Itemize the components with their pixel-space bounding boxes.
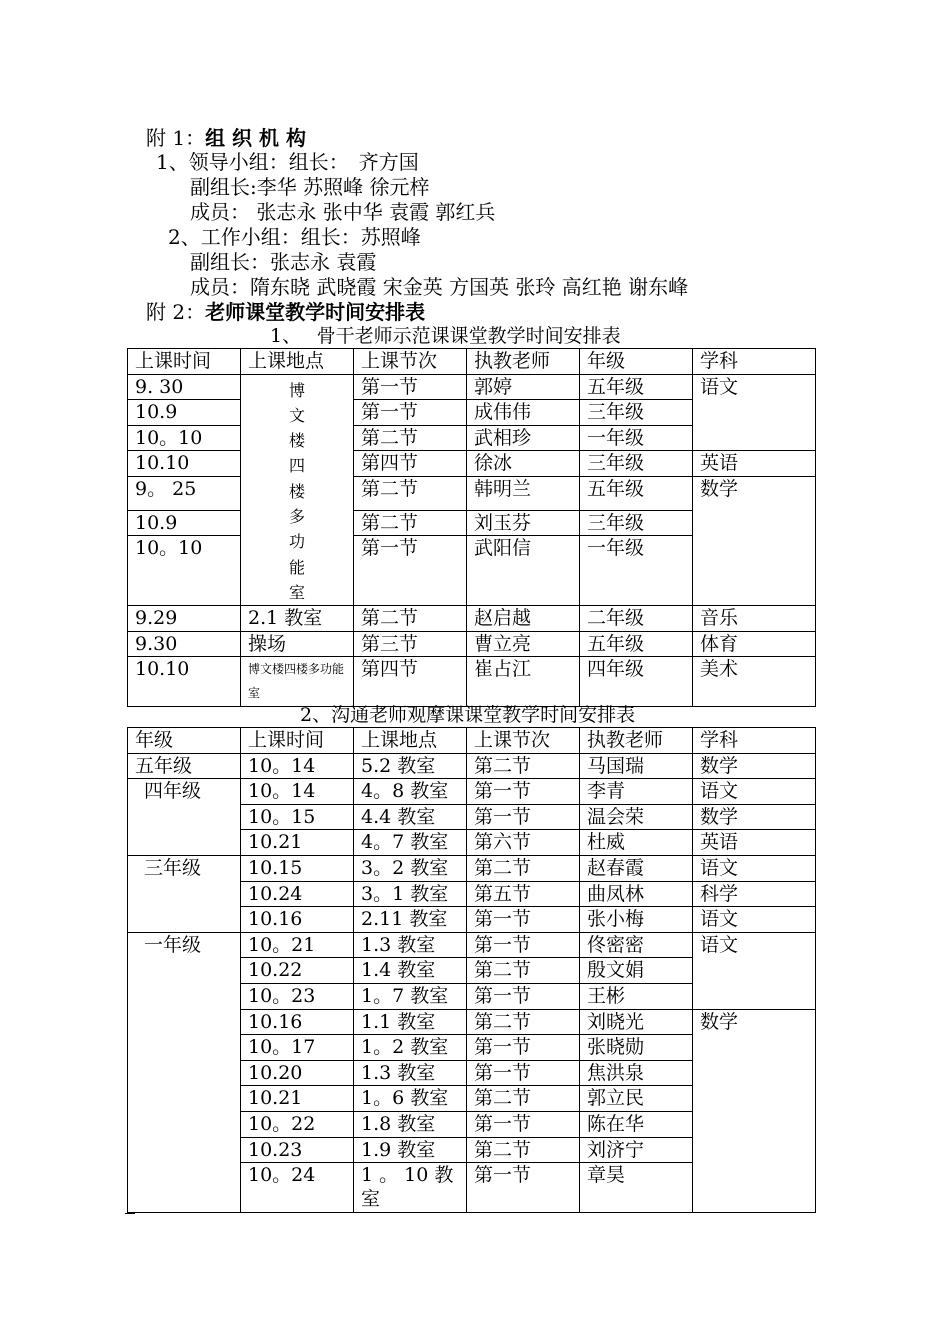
table2 [127, 727, 816, 1213]
time-cell: 10.20 [241, 1060, 354, 1086]
teacher-cell: 成伟伟 [467, 400, 580, 426]
time-cell: 9。 25 [128, 476, 241, 510]
teacher-cell: 焦洪泉 [580, 1060, 693, 1086]
location-cell: 1 。 10 教 室 [354, 1163, 467, 1213]
table2-header: 年级 [128, 728, 241, 754]
grade-cell: 三年级 [580, 451, 693, 477]
grade-cell: 五年级 [580, 476, 693, 510]
table2-header: 上课节次 [467, 728, 580, 754]
subject-cell: 英语 [693, 830, 816, 856]
location-cell: 4。7 教室 [354, 830, 467, 856]
location-char: 能 [288, 557, 305, 577]
subject-cell: 科学 [693, 881, 816, 907]
location-cell: 博文楼四楼多功能室 [241, 657, 354, 707]
time-cell: 10.16 [241, 1009, 354, 1035]
teacher-cell: 郭婷 [467, 374, 580, 400]
table-corner-mark [125, 1213, 135, 1214]
location-cell: 操场 [241, 631, 354, 657]
teacher-cell: 殷文娟 [580, 958, 693, 984]
time-cell: 10.21 [241, 1086, 354, 1112]
time-cell: 10.15 [241, 855, 354, 881]
session-cell: 第一节 [467, 983, 580, 1009]
location-cell: 3。2 教室 [354, 855, 467, 881]
session-cell: 第二节 [354, 606, 467, 632]
teacher-cell: 陈在华 [580, 1111, 693, 1137]
session-cell: 第一节 [354, 536, 467, 606]
table2-header: 上课地点 [354, 728, 467, 754]
location-vertical-cell [241, 374, 354, 606]
time-cell: 10。17 [241, 1035, 354, 1061]
session-cell: 第一节 [467, 932, 580, 958]
session-cell: 第二节 [354, 425, 467, 451]
teacher-cell: 温会荣 [580, 804, 693, 830]
location-char: 文 [288, 405, 305, 425]
table1-header: 执教老师 [467, 349, 580, 375]
teacher-cell: 赵春霞 [580, 855, 693, 881]
time-cell: 10。14 [241, 753, 354, 779]
location-char: 博 [288, 380, 305, 400]
table1-caption: 1、 骨干老师示范课课堂教学时间安排表 [270, 325, 621, 347]
table-row [128, 932, 816, 958]
session-cell: 第一节 [467, 1163, 580, 1213]
time-cell: 10.10 [128, 451, 241, 477]
session-cell: 第一节 [467, 1111, 580, 1137]
time-cell: 9.29 [128, 606, 241, 632]
table-row [128, 631, 816, 657]
table-row [128, 855, 816, 881]
grade-cell: 一年级 [128, 932, 241, 1212]
appendix1-heading [146, 126, 306, 150]
work-group: 2、工作小组：组长：苏照峰 [168, 225, 421, 249]
table1-header: 上课节次 [354, 349, 467, 375]
session-cell: 第一节 [467, 779, 580, 805]
work-deputy: 副组长：张志永 袁霞 [190, 250, 377, 274]
grade-cell: 一年级 [580, 536, 693, 606]
teacher-cell: 张小梅 [580, 907, 693, 933]
subject-cell: 语文 [693, 932, 816, 1009]
grade-cell: 五年级 [580, 631, 693, 657]
table1-header: 学科 [693, 349, 816, 375]
session-cell: 第一节 [354, 400, 467, 426]
subject-cell: 英语 [693, 451, 816, 477]
table2-header-row [128, 728, 816, 754]
grade-cell: 一年级 [580, 425, 693, 451]
table1-header: 年级 [580, 349, 693, 375]
session-cell: 第二节 [354, 510, 467, 536]
session-cell: 第一节 [467, 1060, 580, 1086]
appendix2-label: 附 2： [146, 300, 206, 324]
session-cell: 第五节 [467, 881, 580, 907]
session-cell: 第一节 [354, 374, 467, 400]
grade-cell: 三年级 [580, 400, 693, 426]
grade-cell: 五年级 [580, 374, 693, 400]
time-cell: 10.10 [128, 657, 241, 707]
time-cell: 10.21 [241, 830, 354, 856]
subject-cell: 音乐 [693, 606, 816, 632]
location-cell: 2.11 教室 [354, 907, 467, 933]
teacher-cell: 武相珍 [467, 425, 580, 451]
table-row [128, 753, 816, 779]
grade-cell: 五年级 [128, 753, 241, 779]
session-cell: 第三节 [354, 631, 467, 657]
teacher-cell: 王彬 [580, 983, 693, 1009]
session-cell: 第二节 [467, 1137, 580, 1163]
teacher-cell: 武阳信 [467, 536, 580, 606]
location-cell: 5.2 教室 [354, 753, 467, 779]
location-char: 楼 [288, 431, 305, 451]
table-row [128, 451, 816, 477]
time-cell: 10.23 [241, 1137, 354, 1163]
teacher-cell: 韩明兰 [467, 476, 580, 510]
subject-cell: 美术 [693, 657, 816, 707]
time-cell: 10.24 [241, 881, 354, 907]
teacher-cell: 刘济宁 [580, 1137, 693, 1163]
teacher-cell: 刘玉芬 [467, 510, 580, 536]
location-cell: 1。6 教室 [354, 1086, 467, 1112]
location-char: 四 [288, 456, 305, 476]
location-char: 多 [288, 507, 305, 527]
time-cell: 10。10 [128, 536, 241, 606]
time-cell: 10.9 [128, 400, 241, 426]
time-cell: 10。24 [241, 1163, 354, 1213]
teacher-cell: 杜威 [580, 830, 693, 856]
session-cell: 第二节 [467, 958, 580, 984]
location-cell: 1。2 教室 [354, 1035, 467, 1061]
table2-header: 学科 [693, 728, 816, 754]
location-cell: 1.8 教室 [354, 1111, 467, 1137]
location-cell: 1.3 教室 [354, 1060, 467, 1086]
subject-cell: 数学 [693, 804, 816, 830]
leader-group: 1、领导小组：组长： 齐方国 [156, 150, 419, 174]
grade-cell: 四年级 [580, 657, 693, 707]
appendix1-label: 附 1： [146, 126, 206, 150]
subject-cell: 语文 [693, 374, 816, 451]
session-cell: 第四节 [354, 451, 467, 477]
session-cell: 第一节 [467, 1035, 580, 1061]
session-cell: 第四节 [354, 657, 467, 707]
teacher-cell: 崔占江 [467, 657, 580, 707]
leader-deputy: 副组长:李华 苏照峰 徐元梓 [190, 175, 430, 199]
table2-header: 执教老师 [580, 728, 693, 754]
session-cell: 第二节 [354, 476, 467, 510]
table1-header-row [128, 349, 816, 375]
session-cell: 第六节 [467, 830, 580, 856]
location-cell: 2.1 教室 [241, 606, 354, 632]
grade-cell: 二年级 [580, 606, 693, 632]
session-cell: 第二节 [467, 1009, 580, 1035]
session-cell: 第一节 [467, 804, 580, 830]
teacher-cell: 曲凤林 [580, 881, 693, 907]
appendix2-heading [146, 300, 425, 324]
teacher-cell: 张晓勋 [580, 1035, 693, 1061]
time-cell: 10。15 [241, 804, 354, 830]
location-cell: 1.9 教室 [354, 1137, 467, 1163]
table1-header: 上课地点 [241, 349, 354, 375]
teacher-cell: 郭立民 [580, 1086, 693, 1112]
location-cell: 4.4 教室 [354, 804, 467, 830]
teacher-cell: 佟密密 [580, 932, 693, 958]
table-row [128, 476, 816, 510]
time-cell: 9.30 [128, 631, 241, 657]
table2-caption: 2、沟通老师观摩课课堂教学时间安排表 [300, 704, 636, 726]
time-cell: 10。10 [128, 425, 241, 451]
subject-cell: 数学 [693, 476, 816, 605]
table1 [127, 348, 816, 707]
session-cell: 第一节 [467, 907, 580, 933]
table2-header: 上课时间 [241, 728, 354, 754]
teacher-cell: 马国瑞 [580, 753, 693, 779]
location-cell: 1.1 教室 [354, 1009, 467, 1035]
teacher-cell: 徐冰 [467, 451, 580, 477]
teacher-cell: 章昊 [580, 1163, 693, 1213]
session-cell: 第二节 [467, 1086, 580, 1112]
location-char: 室 [288, 582, 305, 602]
table-row [128, 606, 816, 632]
session-cell: 第二节 [467, 753, 580, 779]
subject-cell: 语文 [693, 907, 816, 933]
time-cell: 10。23 [241, 983, 354, 1009]
teacher-cell: 刘晓光 [580, 1009, 693, 1035]
grade-cell: 三年级 [580, 510, 693, 536]
teacher-cell: 李青 [580, 779, 693, 805]
time-cell: 10。14 [241, 779, 354, 805]
time-cell: 10。22 [241, 1111, 354, 1137]
table-row [128, 657, 816, 707]
location-cell: 1.3 教室 [354, 932, 467, 958]
time-cell: 10.16 [241, 907, 354, 933]
subject-cell: 数学 [693, 753, 816, 779]
subject-cell: 语文 [693, 779, 816, 805]
appendix2-title: 老师课堂教学时间安排表 [205, 300, 426, 324]
appendix1-title: 组 织 机 构 [205, 126, 306, 150]
table-row [128, 779, 816, 805]
location-char: 功 [288, 532, 305, 552]
subject-cell: 体育 [693, 631, 816, 657]
teacher-cell: 曹立亮 [467, 631, 580, 657]
table1-header: 上课时间 [128, 349, 241, 375]
subject-cell: 数学 [693, 1009, 816, 1213]
time-cell: 10.9 [128, 510, 241, 536]
location-cell: 1。7 教室 [354, 983, 467, 1009]
table-row [128, 374, 816, 400]
subject-cell: 语文 [693, 855, 816, 881]
location-cell: 1.4 教室 [354, 958, 467, 984]
time-cell: 10。21 [241, 932, 354, 958]
grade-cell: 三年级 [128, 855, 241, 932]
leader-members: 成员： 张志永 张中华 袁霞 郭红兵 [190, 200, 496, 224]
location-cell: 3。1 教室 [354, 881, 467, 907]
session-cell: 第二节 [467, 855, 580, 881]
teacher-cell: 赵启越 [467, 606, 580, 632]
time-cell: 10.22 [241, 958, 354, 984]
work-members: 成员：隋东晓 武晓霞 宋金英 方国英 张玲 高红艳 谢东峰 [190, 275, 689, 299]
location-char: 楼 [288, 481, 305, 501]
grade-cell: 四年级 [128, 779, 241, 856]
location-cell: 4。8 教室 [354, 779, 467, 805]
time-cell: 9. 30 [128, 374, 241, 400]
